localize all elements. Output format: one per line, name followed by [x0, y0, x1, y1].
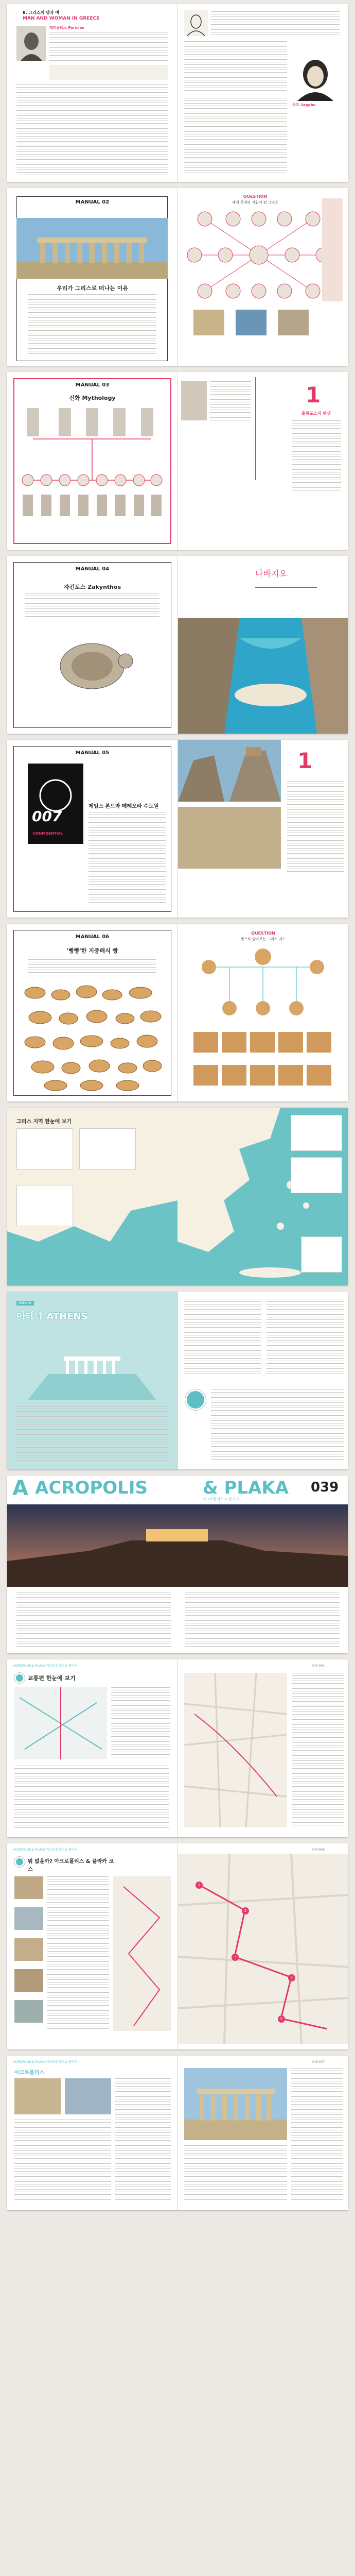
text-block: [292, 420, 341, 493]
map-caption: 나바지오: [255, 569, 287, 579]
page-left: [7, 1843, 177, 2049]
map-course-right: [178, 1854, 348, 2044]
photo-stop: [14, 1876, 43, 1899]
page-left: [7, 740, 177, 918]
side-title: 올림포스의 탄생: [301, 411, 331, 416]
manual-label: MANUAL 02: [75, 199, 110, 205]
page-right: [177, 188, 348, 366]
spread-manual-02: [7, 188, 348, 366]
photo-thumb: [236, 310, 267, 335]
page-right: [177, 2056, 348, 2210]
map-plaka: [184, 1673, 287, 1827]
photo-stop: [14, 1969, 43, 1992]
transport-icon: [185, 1389, 206, 1410]
section-caption: 아크로폴리스 & 플라카: [203, 1497, 239, 1501]
text-block: [115, 2078, 171, 2202]
page-right: [177, 740, 348, 918]
page-left: [7, 556, 177, 734]
text-block: [211, 1389, 344, 1462]
section-word2: & PLAKA: [203, 1478, 289, 1498]
diagram-bread-map: [199, 946, 327, 1024]
text-block: [16, 1592, 171, 1649]
page-left: [7, 924, 177, 1101]
page-left: [7, 1108, 177, 1285]
page-right: [177, 1843, 348, 2049]
map-pin[interactable]: 4: [288, 1974, 295, 1981]
page-title: 아크로폴리스: [14, 2070, 44, 2076]
map-transport: [14, 1687, 107, 1759]
manual-label: MANUAL 06: [75, 934, 110, 940]
text-block: [28, 294, 156, 356]
text-block: [47, 1876, 109, 2031]
page-number: 039: [311, 1480, 339, 1495]
question-sub: 빵으로 알아보는 그리스 지도: [240, 937, 286, 941]
page-left: [7, 4, 177, 182]
page-title: 자킨토스 Zakynthos: [63, 584, 121, 590]
photo-stop: [14, 2000, 43, 2023]
text-block: [88, 812, 166, 905]
photo-navagio-beach: [178, 618, 348, 734]
question-label: QUESTION: [243, 194, 268, 199]
map-pin[interactable]: 2: [242, 1907, 249, 1914]
page-title: 제임스 본드와 메테오라 수도원: [88, 804, 159, 809]
area-tag: AREA 01: [16, 1301, 34, 1306]
walk-icon: [14, 1857, 25, 1867]
page-left: [7, 1292, 177, 1469]
text-block: [211, 11, 340, 36]
person1-name: 페리클레스 Pericles: [49, 26, 84, 30]
page-title: 우리가 그리스로 떠나는 이유: [57, 285, 128, 292]
illustration-acropolis: [28, 1333, 156, 1400]
page-right: [177, 4, 348, 182]
page-left: [7, 188, 177, 366]
spread-manual-03: [7, 372, 348, 550]
photo-monastery: [178, 807, 281, 869]
question-label: QUESTION: [251, 931, 275, 936]
page-title: 아테네 ATHENS: [16, 1311, 88, 1322]
illustration-turtle: [48, 625, 136, 702]
portrait-sappho: [292, 54, 339, 101]
poster-number: 007: [32, 808, 62, 825]
text-block: [210, 381, 251, 420]
quote-box: [49, 65, 168, 80]
person2-name: 사포 Sappho: [292, 103, 316, 107]
spread-man-woman: [7, 4, 348, 182]
section-heading-prefix: 8. 그리스의 남과 여: [23, 10, 60, 15]
text-block: [184, 41, 287, 93]
question-sub: 세계 문명의 기원이 된 그리스: [232, 200, 279, 205]
page-left: [7, 1659, 177, 1837]
running-header: ACROPOLIS & PLAKA 아크로폴리스 & 플라카: [13, 1848, 78, 1852]
text-block: [287, 781, 344, 874]
text-block: [291, 2068, 343, 2202]
section-word1: ACROPOLIS: [35, 1478, 148, 1498]
page-title: 신화 Mythology: [69, 395, 116, 401]
photo-meteora: [178, 740, 281, 802]
map-pin[interactable]: 5: [278, 2015, 285, 2023]
page-right: [177, 1659, 348, 1837]
spread-greece-map: [7, 1108, 348, 1285]
manual-label: MANUAL 03: [75, 382, 110, 388]
diagram-timeline: [184, 209, 333, 301]
spread-course: [7, 1843, 348, 2049]
text-block: [185, 1592, 340, 1649]
photo-statue: [181, 381, 207, 420]
bus-icon: [14, 1673, 25, 1683]
photo-acropolis-night: [7, 1504, 348, 1587]
page-title: 교통편 한눈에 보기: [28, 1675, 76, 1682]
portrait-sketch: [184, 10, 208, 36]
section-heading-en: MAN AND WOMAN IN GREECE: [23, 16, 100, 21]
text-block: [184, 2145, 287, 2202]
diagram-family-tree: [17, 403, 167, 542]
photo-ruins: [14, 2078, 61, 2114]
text-block: [49, 32, 168, 61]
side-tab: [322, 198, 343, 301]
spread-acropolis-detail: [7, 2056, 348, 2210]
text-block: [16, 1406, 168, 1463]
map-course-left: [113, 1876, 171, 2031]
page-right: [177, 372, 348, 550]
photo-stop: [14, 1907, 43, 1930]
photo-parthenon: [16, 218, 168, 279]
text-block: [14, 2120, 111, 2202]
photo-parthenon-detail: [184, 2068, 287, 2140]
photo-ruins: [65, 2078, 111, 2114]
illustration-breads: [20, 982, 166, 1093]
text-block: [292, 1673, 344, 1827]
photo-thumb: [278, 310, 309, 335]
section-letter: A: [12, 1477, 28, 1500]
map-pin[interactable]: 3: [232, 1954, 239, 1961]
manual-label: MANUAL 04: [75, 566, 110, 572]
bread-grid: [193, 1032, 332, 1094]
spread-acropolis-title: [7, 1476, 348, 1653]
photo-thumb: [193, 310, 224, 335]
page-right: [177, 1108, 348, 1285]
text-block: [16, 84, 168, 177]
spread-athens: [7, 1292, 348, 1469]
manual-label: MANUAL 05: [75, 750, 110, 756]
page-left: [7, 372, 177, 550]
text-block: [14, 1766, 169, 1830]
text-block: [184, 98, 287, 175]
map-pin[interactable]: 1: [196, 1882, 203, 1889]
page-title: 뭐 없을까? 아크로폴리스 & 플라카 코스: [28, 1859, 114, 1872]
text-block: [267, 1299, 344, 1376]
spread-manual-06: [7, 924, 348, 1101]
text-block: [184, 1299, 261, 1376]
page-title: '빵빵'한 지중해식 빵: [66, 947, 118, 954]
photo-stop: [14, 1938, 43, 1961]
page-background: [0, 2215, 355, 2576]
big-number: 1: [297, 748, 313, 773]
poster-caption: CONFIDENTIAL: [33, 832, 63, 836]
portrait-pericles: [16, 26, 46, 61]
page-right: [177, 1292, 348, 1469]
running-header: ACROPOLIS & PLAKA 아크로폴리스 & 플라카: [13, 2060, 78, 2064]
page-number: 044-045: [312, 1848, 325, 1852]
page-left: [7, 2056, 177, 2210]
map-title: 그리스 지역 한눈에 보기: [16, 1119, 72, 1125]
text-block: [25, 593, 159, 619]
page-right: [177, 556, 348, 734]
big-number: 1: [306, 382, 321, 408]
text-block: [28, 957, 156, 977]
running-header: ACROPOLIS & PLAKA 아크로폴리스 & 플라카: [13, 1664, 78, 1668]
spread-manual-05: [7, 740, 348, 918]
spread-transport: [7, 1659, 348, 1837]
page-right: [177, 924, 348, 1101]
text-block: [111, 1687, 170, 1759]
page-number: 046-047: [312, 2060, 325, 2064]
page-number: 040-041: [312, 1664, 325, 1668]
spread-manual-04: [7, 556, 348, 734]
